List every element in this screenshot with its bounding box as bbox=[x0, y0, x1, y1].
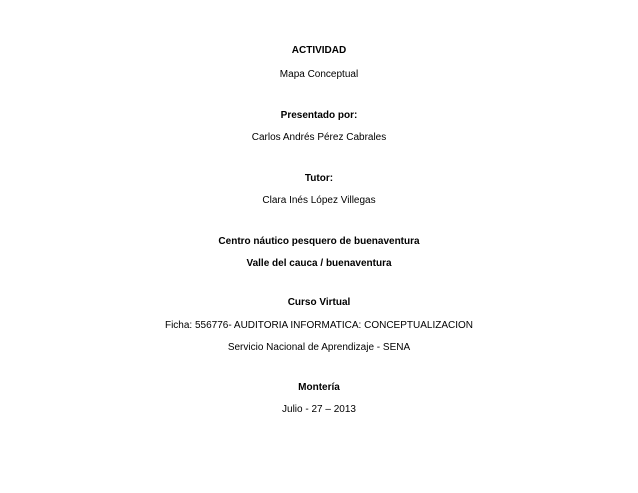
course-ficha: Ficha: 556776- AUDITORIA INFORMATICA: CONCEPTUALIZACION bbox=[164, 320, 474, 331]
tutor-name: Clara Inés López Villegas bbox=[262, 195, 376, 206]
institution-location: Valle del cauca / buenaventura bbox=[246, 258, 392, 269]
author-name: Carlos Andrés Pérez Cabrales bbox=[251, 132, 387, 143]
activity-name: Mapa Conceptual bbox=[279, 69, 359, 80]
activity-heading: ACTIVIDAD bbox=[291, 45, 347, 56]
institution-name: Centro náutico pesquero de buenaventura bbox=[218, 236, 420, 247]
course-heading: Curso Virtual bbox=[287, 297, 351, 308]
organization-name: Servicio Nacional de Aprendizaje - SENA bbox=[227, 342, 411, 353]
city-heading: Montería bbox=[298, 382, 340, 393]
document-date: Julio - 27 – 2013 bbox=[282, 404, 356, 415]
presented-by-heading: Presentado por: bbox=[280, 110, 358, 121]
tutor-heading: Tutor: bbox=[304, 173, 334, 184]
